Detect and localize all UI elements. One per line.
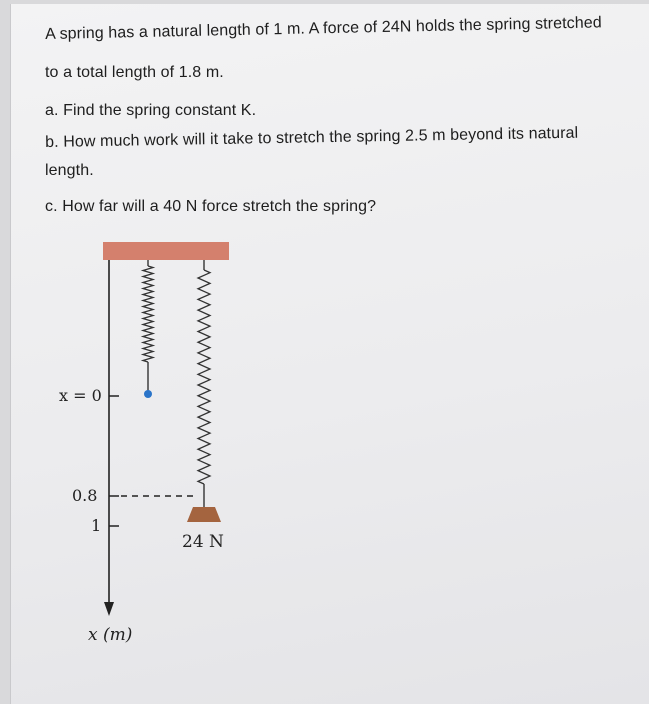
x-axis-arrow — [104, 602, 114, 616]
question-line-2: to a total length of 1.8 m. — [45, 64, 224, 81]
page — [10, 4, 649, 704]
part-a: a. Find the spring constant K. — [45, 102, 257, 119]
question-line-1: A spring has a natural length of 1 m. A force of 24N holds the spring stretched — [45, 14, 602, 43]
label-x0: x = 0 — [59, 386, 102, 405]
spring-end-dot — [144, 390, 152, 398]
label-axis: x (m) — [88, 625, 133, 645]
part-b-line-1: b. How much work will it take to stretch the spring 2.5 m beyond its natural — [45, 124, 579, 151]
label-1: 1 — [91, 516, 102, 535]
stretched-spring — [198, 270, 210, 484]
spring-diagram — [11, 4, 649, 704]
weight-block — [187, 507, 221, 522]
label-08: 0.8 — [72, 486, 98, 505]
natural-spring — [143, 266, 153, 362]
ceiling-bar — [103, 242, 229, 260]
part-c: c. How far will a 40 N force stretch the spring? — [45, 198, 377, 215]
part-b-line-2: length. — [45, 162, 94, 179]
label-force: 24 N — [182, 532, 224, 552]
